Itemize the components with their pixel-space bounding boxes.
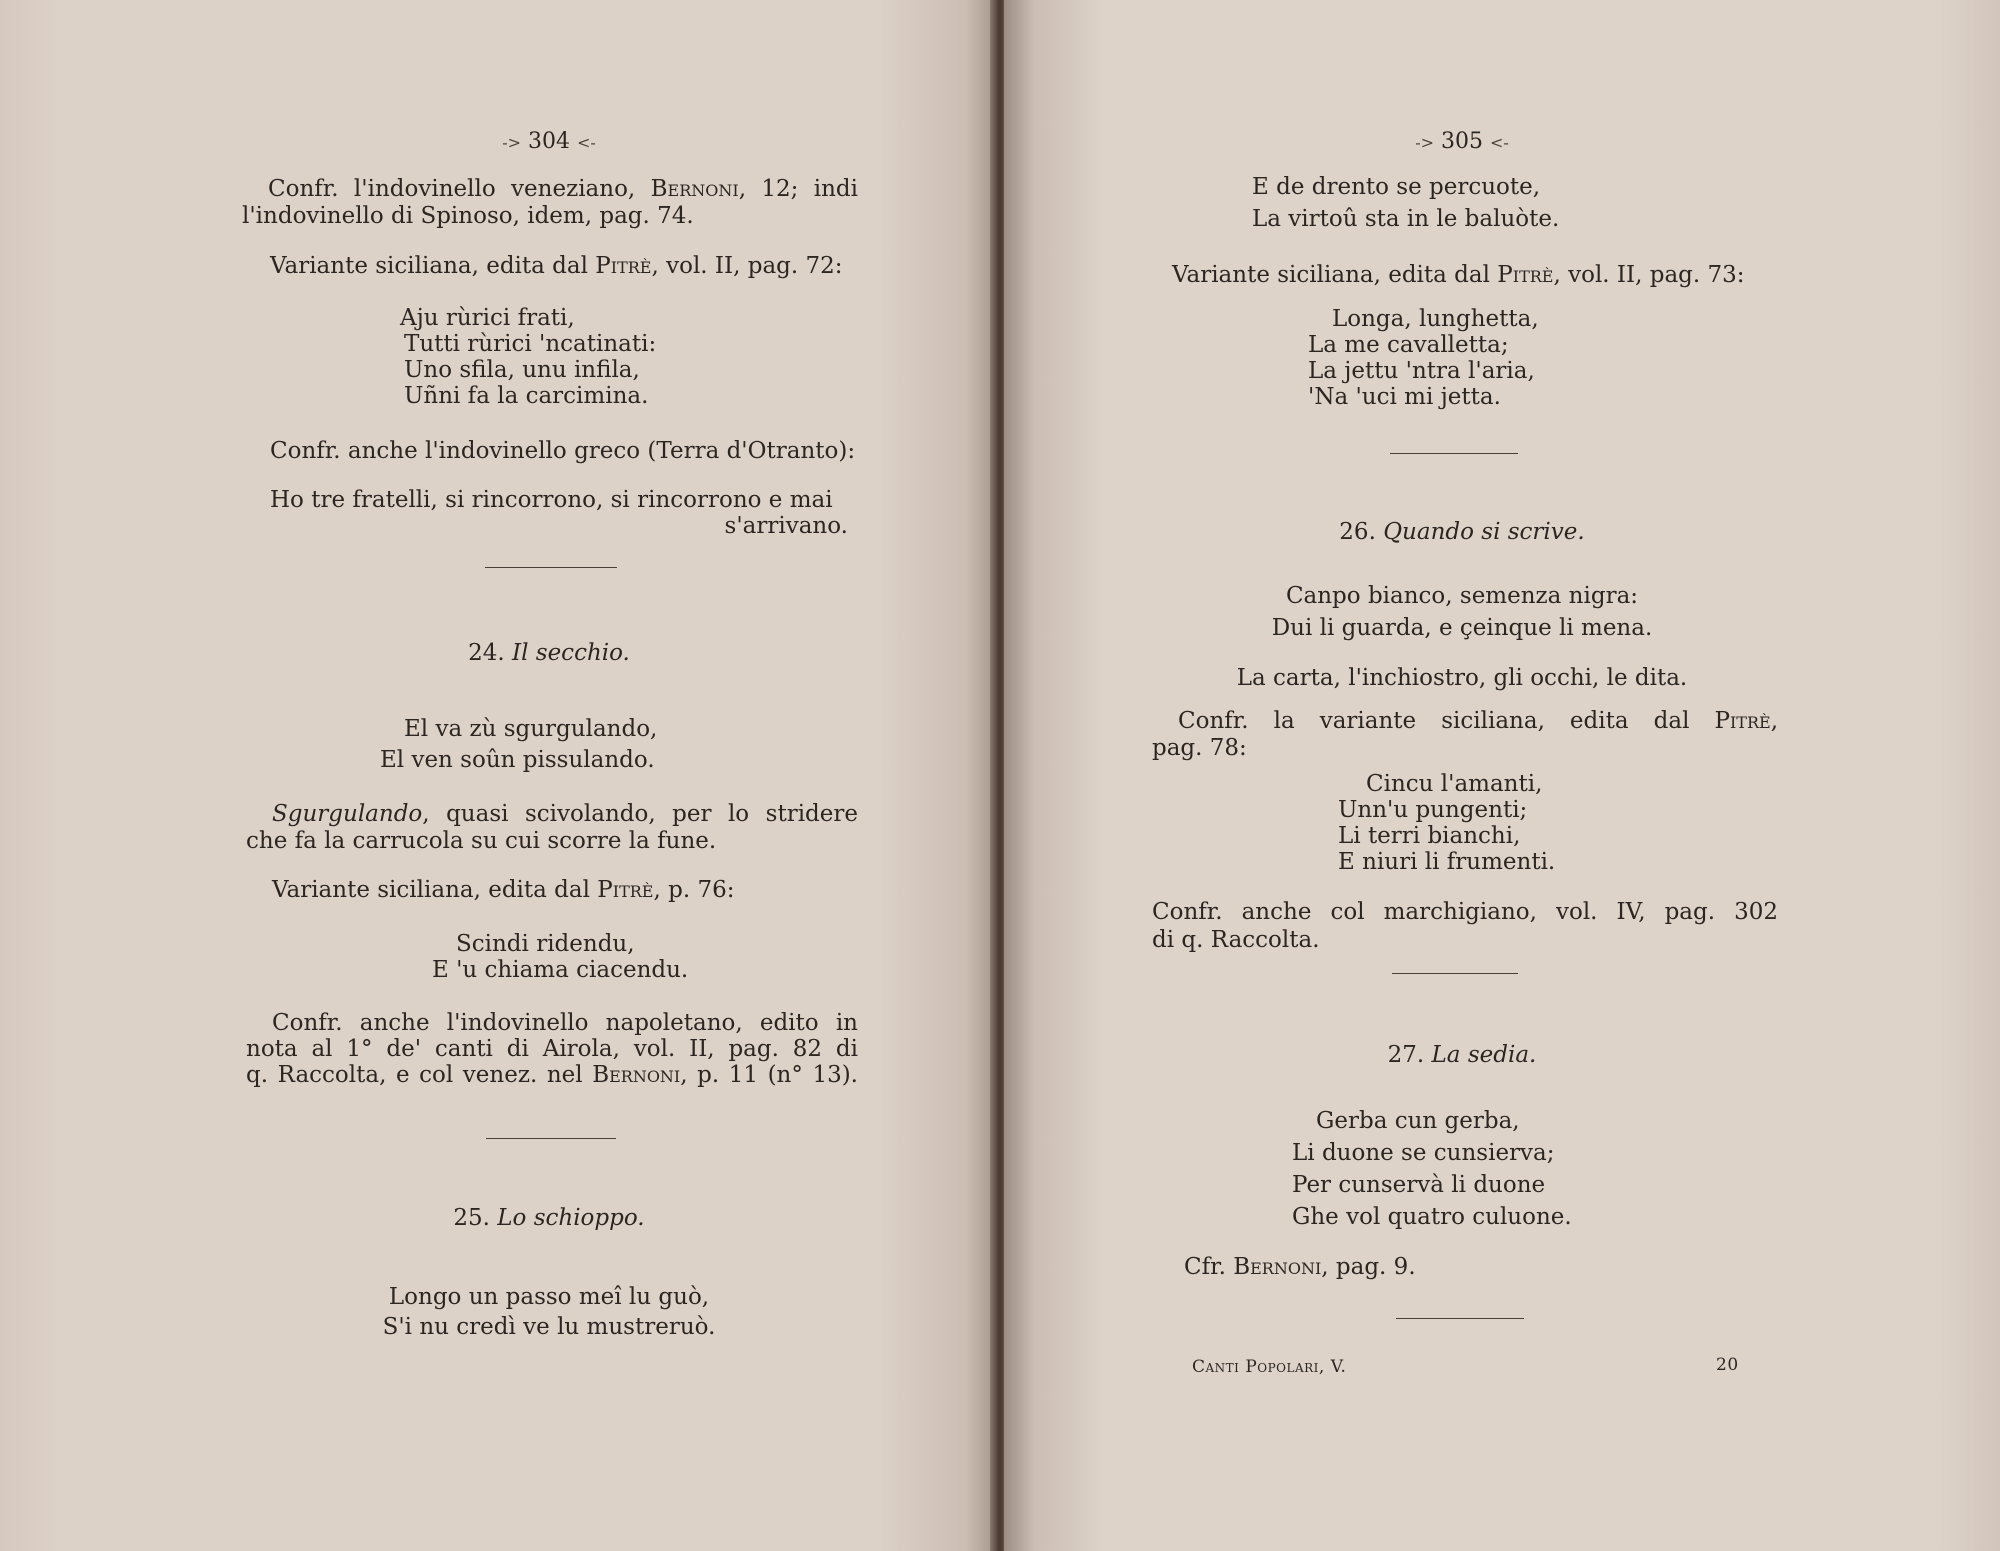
verse-secchio-line2: El ven soûn pissulando. — [380, 747, 655, 773]
left-page-number: 304 — [528, 129, 570, 154]
right-running-head — [1152, 128, 1772, 156]
author-name: Pitrè — [1714, 708, 1771, 734]
verse-canpo-line1: Canpo bianco, semenza nigra: — [1285, 583, 1639, 609]
header-right-ornament: <- — [577, 133, 596, 152]
section-rule — [1390, 453, 1518, 454]
text: , quasi scivolando, per lo stridere — [422, 801, 858, 827]
confr-veneziano-line2: l'indovinello di Spinoso, idem, pag. 74. — [242, 203, 694, 229]
left-page — [0, 0, 996, 1551]
verse-cincu-line3: Li terri bianchi, — [1338, 823, 1521, 849]
verse-longa-line1: Longa, lunghetta, — [1332, 306, 1539, 332]
text: , vol. II, pag. 72: — [651, 253, 843, 279]
confr-veneziano-line1 — [268, 176, 858, 203]
confr-napoletano-line3 — [246, 1062, 858, 1089]
text: , p. 11 (n° 13). — [680, 1062, 858, 1088]
text: q. Raccolta, e col venez. nel — [246, 1062, 593, 1088]
confr-marchigiano-line1: Confr. anche col marchigiano, vol. IV, pag. 302 — [1152, 899, 1778, 925]
verse-aju-line3: Uno sfila, unu infila, — [404, 357, 640, 383]
verse-scindi-line1: Scindi ridendu, — [456, 931, 635, 957]
verse-aju-line4: Uñni fa la carcimina. — [404, 383, 649, 409]
text: Variante siciliana, edita dal — [272, 877, 598, 903]
verse-schioppo-line2: S'i nu credì ve lu mustreruò. — [382, 1314, 716, 1340]
text: , 12; indi — [738, 176, 859, 202]
text: , vol. II, pag. 73: — [1553, 262, 1745, 288]
cfr-bernoni — [1184, 1254, 1772, 1281]
verse-aju-line1: Aju rùrici frati, — [400, 305, 575, 331]
riddle-number: 25. — [453, 1205, 490, 1231]
riddle-title: Il secchio. — [512, 640, 630, 666]
text: , pag. 9. — [1321, 1254, 1416, 1280]
variant-76-intro — [272, 877, 858, 904]
riddle-25-heading — [240, 1205, 858, 1232]
text: Variante siciliana, edita dal — [1172, 262, 1498, 288]
section-rule — [1396, 1318, 1524, 1319]
text: Confr. l'indovinello veneziano, — [268, 176, 651, 202]
section-rule — [1392, 973, 1518, 974]
verse-schioppo-line1: Longo un passo meî lu guò, — [388, 1284, 710, 1310]
riddle-title: Lo schioppo. — [497, 1205, 645, 1231]
confr-greco: Confr. anche l'indovinello greco (Terra d'Otranto): — [270, 438, 856, 464]
author-name: Pitrè — [1497, 262, 1554, 288]
riddle-26-heading — [1152, 519, 1772, 546]
confr-siciliana-line1 — [1178, 708, 1778, 735]
greek-riddle-line2: s'arrivano. — [724, 513, 848, 539]
confr-siciliana-line2: pag. 78: — [1152, 735, 1247, 761]
verse-canpo-line2: Dui li guarda, e çeinque li mena. — [1271, 615, 1653, 641]
author-name: Pitrè — [597, 877, 654, 903]
greek-riddle-line1: Ho tre fratelli, si rincorrono, si rincorrono e mai — [270, 487, 833, 513]
verse-gerba-line4: Ghe vol quatro culuone. — [1292, 1204, 1572, 1230]
text: Variante siciliana, edita dal — [270, 253, 596, 279]
header-right-ornament: <- — [1490, 133, 1509, 152]
author-name: Bernoni — [650, 176, 739, 202]
verse-longa-line2: La me cavalletta; — [1308, 332, 1509, 358]
verse-secchio-line1: El va zù sgurgulando, — [404, 716, 658, 742]
verse-scindi-line2: E 'u chiama ciacendu. — [432, 957, 689, 983]
riddle-number: 27. — [1387, 1042, 1425, 1068]
verse-cincu-line2: Unn'u pungenti; — [1338, 797, 1528, 823]
verse-drento-line1: E de drento se percuote, — [1252, 174, 1541, 200]
gloss-line1 — [272, 801, 858, 828]
riddle-24-heading — [240, 640, 858, 667]
header-left-ornament: -> — [502, 133, 521, 152]
verse-gerba-line1: Gerba cun gerba, — [1316, 1108, 1520, 1134]
confr-napoletano-line2: nota al 1° de' canti di Airola, vol. II, pag. 82 di — [246, 1036, 858, 1062]
verse-gerba-line2: Li duone se cunsierva; — [1292, 1140, 1555, 1166]
confr-marchigiano-line2: di q. Raccolta. — [1152, 927, 1320, 953]
header-left-ornament: -> — [1415, 133, 1434, 152]
riddle-title: Quando si scrive. — [1383, 519, 1585, 545]
verse-cincu-line4: E niuri li frumenti. — [1338, 849, 1556, 875]
variant-73-intro — [1172, 262, 1772, 289]
riddle-number: 24. — [468, 640, 505, 666]
text: , — [1770, 708, 1778, 734]
verse-drento-line2: La virtoû sta in le baluòte. — [1252, 206, 1560, 232]
variant-72-intro — [270, 253, 858, 280]
verse-cincu-line1: Cincu l'amanti, — [1366, 771, 1543, 797]
author-name: Bernoni — [1233, 1254, 1322, 1280]
right-page-number: 305 — [1441, 129, 1483, 154]
footer-signature: Canti Popolari, V. — [1192, 1357, 1347, 1377]
section-rule — [485, 567, 617, 568]
author-name: Bernoni — [592, 1062, 681, 1088]
verse-longa-line3: La jettu 'ntra l'aria, — [1308, 358, 1535, 384]
riddle-number: 26. — [1339, 519, 1376, 545]
text: Cfr. — [1184, 1254, 1234, 1280]
verse-aju-line2: Tutti rùrici 'ncatinati: — [404, 331, 657, 357]
confr-napoletano-line1: Confr. anche l'indovinello napoletano, edito in — [272, 1010, 858, 1036]
gloss-line2: che fa la carrucola su cui scorre la fune. — [246, 828, 717, 854]
riddle-27-heading — [1152, 1042, 1772, 1069]
footer-gathering-number: 20 — [1716, 1355, 1739, 1375]
section-rule — [486, 1138, 616, 1139]
verse-longa-line4: 'Na 'uci mi jetta. — [1308, 384, 1501, 410]
gloss-term: Sgurgulando — [272, 801, 423, 827]
text: , p. 76: — [653, 877, 735, 903]
verse-gerba-line3: Per cunservà li duone — [1292, 1172, 1546, 1198]
left-running-head — [240, 128, 858, 156]
answer-26: La carta, l'inchiostro, gli occhi, le dita. — [1236, 665, 1688, 691]
riddle-title: La sedia. — [1431, 1042, 1537, 1068]
author-name: Pitrè — [595, 253, 652, 279]
text: Confr. la variante siciliana, edita dal — [1178, 708, 1715, 734]
